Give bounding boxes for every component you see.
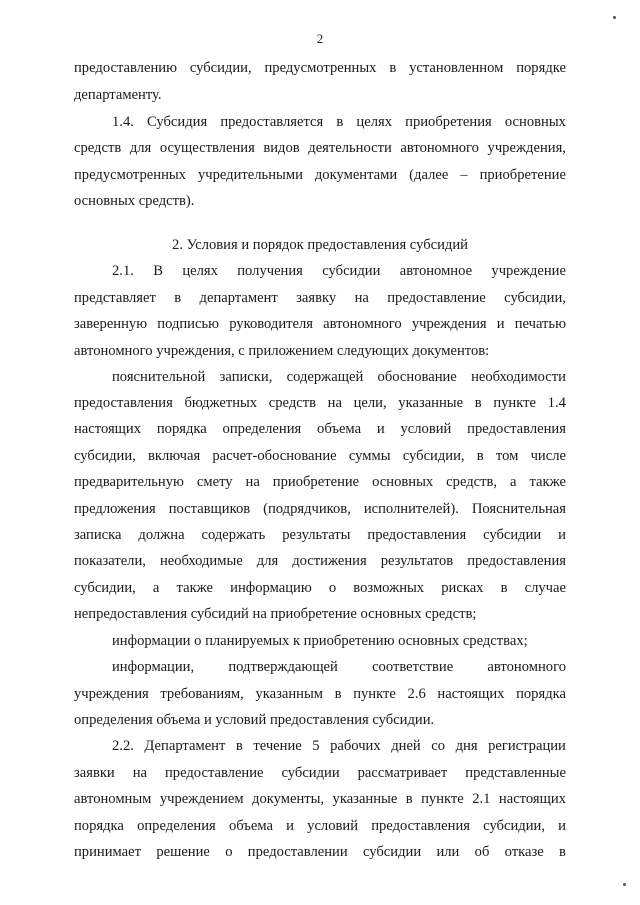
word: автономное [399,263,473,279]
word: достижения [292,553,367,569]
word: также [176,580,214,596]
word: предварительную [74,474,184,490]
word: настоящих [498,791,566,807]
word: подписью [157,316,220,332]
text-line [74,447,566,465]
text-line [74,289,566,307]
text-line [74,473,566,491]
word: предоставлении [247,844,348,860]
word: приобретение [272,474,360,490]
word: смету [196,474,233,490]
word: субсидии, [189,60,252,76]
word: объема [317,421,362,437]
word: автономного [400,140,479,156]
word: предоставления [371,818,470,834]
word: предоставление [164,765,264,781]
word: автономным [74,791,152,807]
word: в [500,580,508,596]
word: дня [455,738,478,754]
word: – [460,167,468,183]
word: и [558,527,566,543]
word: течение [253,738,302,754]
word: видов [263,140,300,156]
word: информации, [112,659,195,675]
word: заверенную [74,316,148,332]
word: 2.2. [112,738,134,754]
paragraph-start [112,262,566,280]
word: 1.4. [112,114,134,130]
word: записка [74,527,122,543]
word: принимает [74,844,142,860]
word: представляет [74,290,156,306]
word: а [510,474,517,490]
word: руководителя [229,316,313,332]
word: исполнителей). [363,501,459,517]
word: основных [504,114,566,130]
word: Субсидия [147,114,208,130]
word: пункте [353,686,396,702]
text-line [74,526,566,544]
word: и [286,818,294,834]
word: о [225,844,233,860]
paragraph-start [112,368,566,386]
word: в [235,738,243,754]
word: учреждения [411,316,487,332]
word: отказе [504,844,544,860]
word: со [431,738,446,754]
text-line: автономного учреждения, с приложением следующих документов: [74,343,490,359]
word: документами [314,167,398,183]
scan-speck [623,883,626,886]
word: случае [524,580,566,596]
word: субсидии, [504,290,566,306]
word: указанным [255,686,324,702]
word: соответствие [372,659,454,675]
word: в [174,290,182,306]
word: (далее [409,167,449,183]
word: основных [372,474,434,490]
word: заявки [74,765,115,781]
word: 2.1. [112,263,134,279]
word: и [558,818,566,834]
word: в [474,395,482,411]
word: субсидии [281,765,340,781]
word: или [436,844,460,860]
word: субсидии, [402,448,465,464]
text-line: основных средств). [74,193,195,209]
word: указанные [332,791,398,807]
word: предоставления [467,421,566,437]
word: бюджетных [184,395,258,411]
word: настоящих [437,686,505,702]
text-line [74,420,566,438]
word: на [354,290,369,306]
word: подтверждающей [228,659,338,675]
word: условий [307,818,359,834]
word: автономного [487,659,566,675]
paragraph-start: информации о планируемых к приобретению основных средствах; [112,633,528,649]
word: рассматривает [357,765,448,781]
word: том [495,448,519,464]
word: в [476,448,484,464]
word: в [389,60,397,76]
text-line [74,579,566,597]
word: субсидии [322,263,381,279]
word: числе [530,448,566,464]
word: возможных [353,580,425,596]
word: расчет-обоснование [212,448,337,464]
word: учреждение [491,263,566,279]
word: Департамент [144,738,226,754]
text-line [74,394,566,412]
text-line [74,843,566,861]
word: средств, [446,474,498,490]
word: содержащей [286,369,364,385]
word: приобретение [479,167,566,183]
word: деятельности [308,140,392,156]
word: учреждения, [487,140,566,156]
word: обоснование [377,369,457,385]
word: субсидии, [74,580,136,596]
word: средств [74,140,122,156]
word: должна [138,527,185,543]
word: необходимости [471,369,566,385]
word: в [334,686,342,702]
scan-speck [613,16,616,19]
word: В [153,263,163,279]
word: предоставления [467,553,566,569]
word: результаты [282,527,351,543]
word: определения [137,818,216,834]
word: суммы [348,448,391,464]
word: целях [182,263,218,279]
word: субсидии [362,844,422,860]
word: предоставление [387,290,486,306]
word: субсидии [483,527,542,543]
word: получения [237,263,303,279]
paragraph-start [112,113,566,131]
word: дней [391,738,421,754]
text-line [74,500,566,518]
word: результатов [380,553,454,569]
word: и [376,421,385,437]
word: предусмотренных [264,60,377,76]
word: указанные [398,395,464,411]
word: (подрядчиков, [263,501,351,517]
word: пункте [493,395,536,411]
word: учреждением [159,791,244,807]
word: печатью [514,316,566,332]
word: включая [148,448,201,464]
word: средств [268,395,316,411]
word: объема [228,818,273,834]
word: определения [222,421,302,437]
word: содержать [201,527,266,543]
word: на [245,474,260,490]
word: документы, [252,791,325,807]
word: 1.4 [547,395,566,411]
word: предоставлению [74,60,177,76]
word: о [328,580,337,596]
word: 2.6 [407,686,426,702]
word: предоставления [367,527,467,543]
word: на [132,765,148,781]
word: порядка [516,686,566,702]
word: а [152,580,160,596]
paragraph-start [112,737,566,755]
word: учредительными [197,167,303,183]
word: для [256,553,279,569]
text-line: непредоставления субсидий на приобретение основных средств; [74,606,477,622]
word: субсидии, [483,818,545,834]
word: порядка [74,818,124,834]
word: заявку [296,290,337,306]
text-line [74,315,566,333]
word: порядке [516,60,566,76]
word: об [474,844,490,860]
text-line [74,764,566,782]
word: регистрации [488,738,566,754]
paragraph-start [112,658,566,676]
text-line [74,552,566,570]
word: автономного [323,316,402,332]
word: настоящих [74,421,142,437]
word: рисках [441,580,484,596]
word: приобретения [405,114,492,130]
word: и [496,316,505,332]
word: субсидии, [74,448,136,464]
word: осуществления [159,140,255,156]
text-line: определения объема и условий предоставления субсидии. [74,712,435,728]
word: для [129,140,152,156]
word: информацию [230,580,312,596]
word: также [529,474,566,490]
word: предложения [74,501,156,517]
word: 5 [312,738,320,754]
word: учреждения [74,686,149,702]
text-line [74,685,566,703]
word: на [327,395,342,411]
text-line [74,166,566,184]
word: представленные [465,765,566,781]
word: департамент [199,290,278,306]
word: необходимые [159,553,243,569]
word: цели, [353,395,387,411]
word: записки, [219,369,273,385]
page-number: 2 [316,31,324,46]
text-line [74,139,566,157]
word: в [405,791,413,807]
word: целях [356,114,392,130]
word: предусмотренных [74,167,186,183]
text-line: департаменту. [74,87,162,103]
section-heading: 2. Условия и порядок предоставления субсидий [172,237,468,253]
word: в [559,844,566,860]
word: в [336,114,344,130]
word: установленном [409,60,504,76]
text-line [74,790,566,808]
word: порядка [156,421,207,437]
word: предоставляется [220,114,324,130]
word: рабочих [330,738,381,754]
word: пояснительной [112,369,206,385]
word: предоставления [74,395,173,411]
text-line [74,59,566,77]
text-line [74,817,566,835]
word: решение [156,844,210,860]
word: 2.1 [472,791,491,807]
word: Пояснительная [471,501,566,517]
word: условий [400,421,452,437]
word: пункте [421,791,464,807]
word: показатели, [74,553,146,569]
word: поставщиков [168,501,251,517]
word: требованиям, [160,686,244,702]
